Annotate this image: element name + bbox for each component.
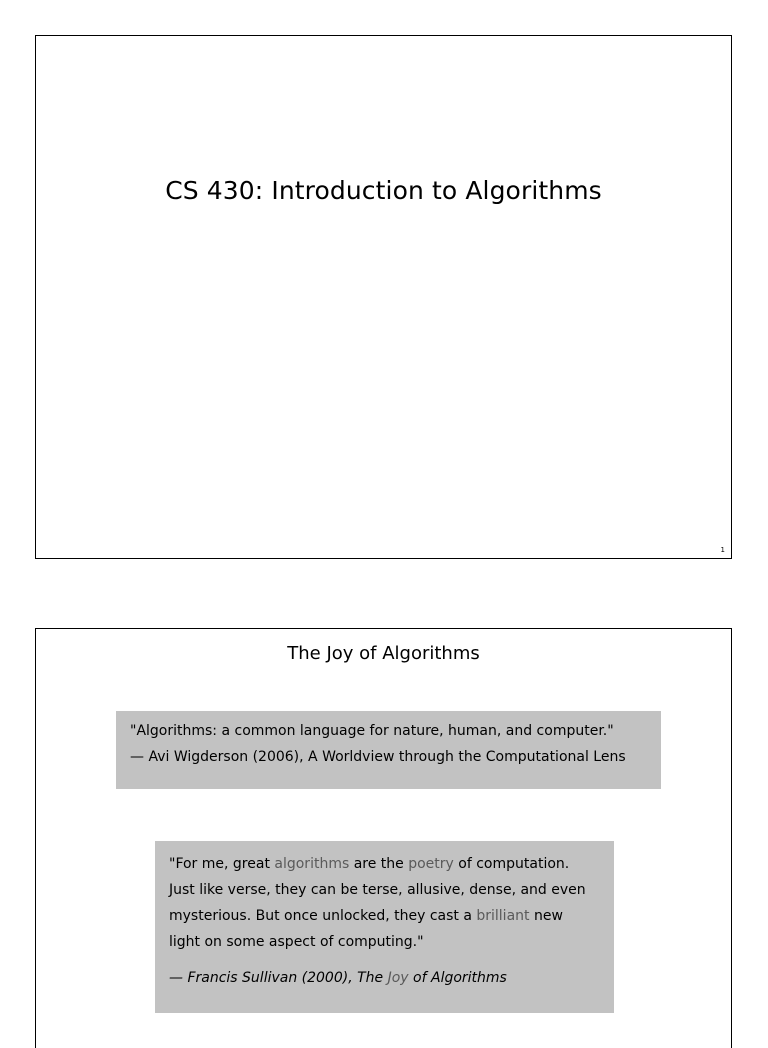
highlight-word: poetry [408, 856, 454, 872]
quote-line [169, 903, 600, 929]
quote-attribution [169, 965, 600, 991]
quote-line [169, 851, 600, 877]
quote-box-wigderson [116, 711, 661, 789]
quote-text-segment: — Francis Sullivan (2000), The [169, 970, 388, 986]
quote-line: Just like verse, they can be terse, allusive, dense, and even [169, 882, 586, 898]
highlight-word: Joy [387, 970, 409, 986]
quote-text-segment: of Algorithms [408, 970, 507, 986]
slide-title: The Joy of Algorithms [287, 643, 480, 664]
page-number: 1 [720, 546, 725, 554]
quote-text-segment: are the [349, 856, 409, 872]
spacer [169, 955, 600, 965]
quote-box-sullivan [155, 841, 614, 1013]
quote-line: light on some aspect of computing." [169, 934, 424, 950]
quote-text-segment: new [529, 908, 563, 924]
highlight-word: brilliant [476, 908, 530, 924]
slide-1 [35, 35, 732, 559]
slide-title: CS 430: Introduction to Algorithms [165, 176, 602, 205]
quote-text-segment: "For me, great [169, 856, 275, 872]
quote-attribution: — Avi Wigderson (2006), A Worldview through the Computational Lens [130, 749, 626, 765]
quote-text-segment: of computation. [453, 856, 570, 872]
highlight-word: algorithms [274, 856, 350, 872]
quote-text: "Algorithms: a common language for nature, human, and computer." [130, 723, 614, 739]
slide-2 [35, 628, 732, 1048]
quote-text-segment: mysterious. But once unlocked, they cast a [169, 908, 477, 924]
